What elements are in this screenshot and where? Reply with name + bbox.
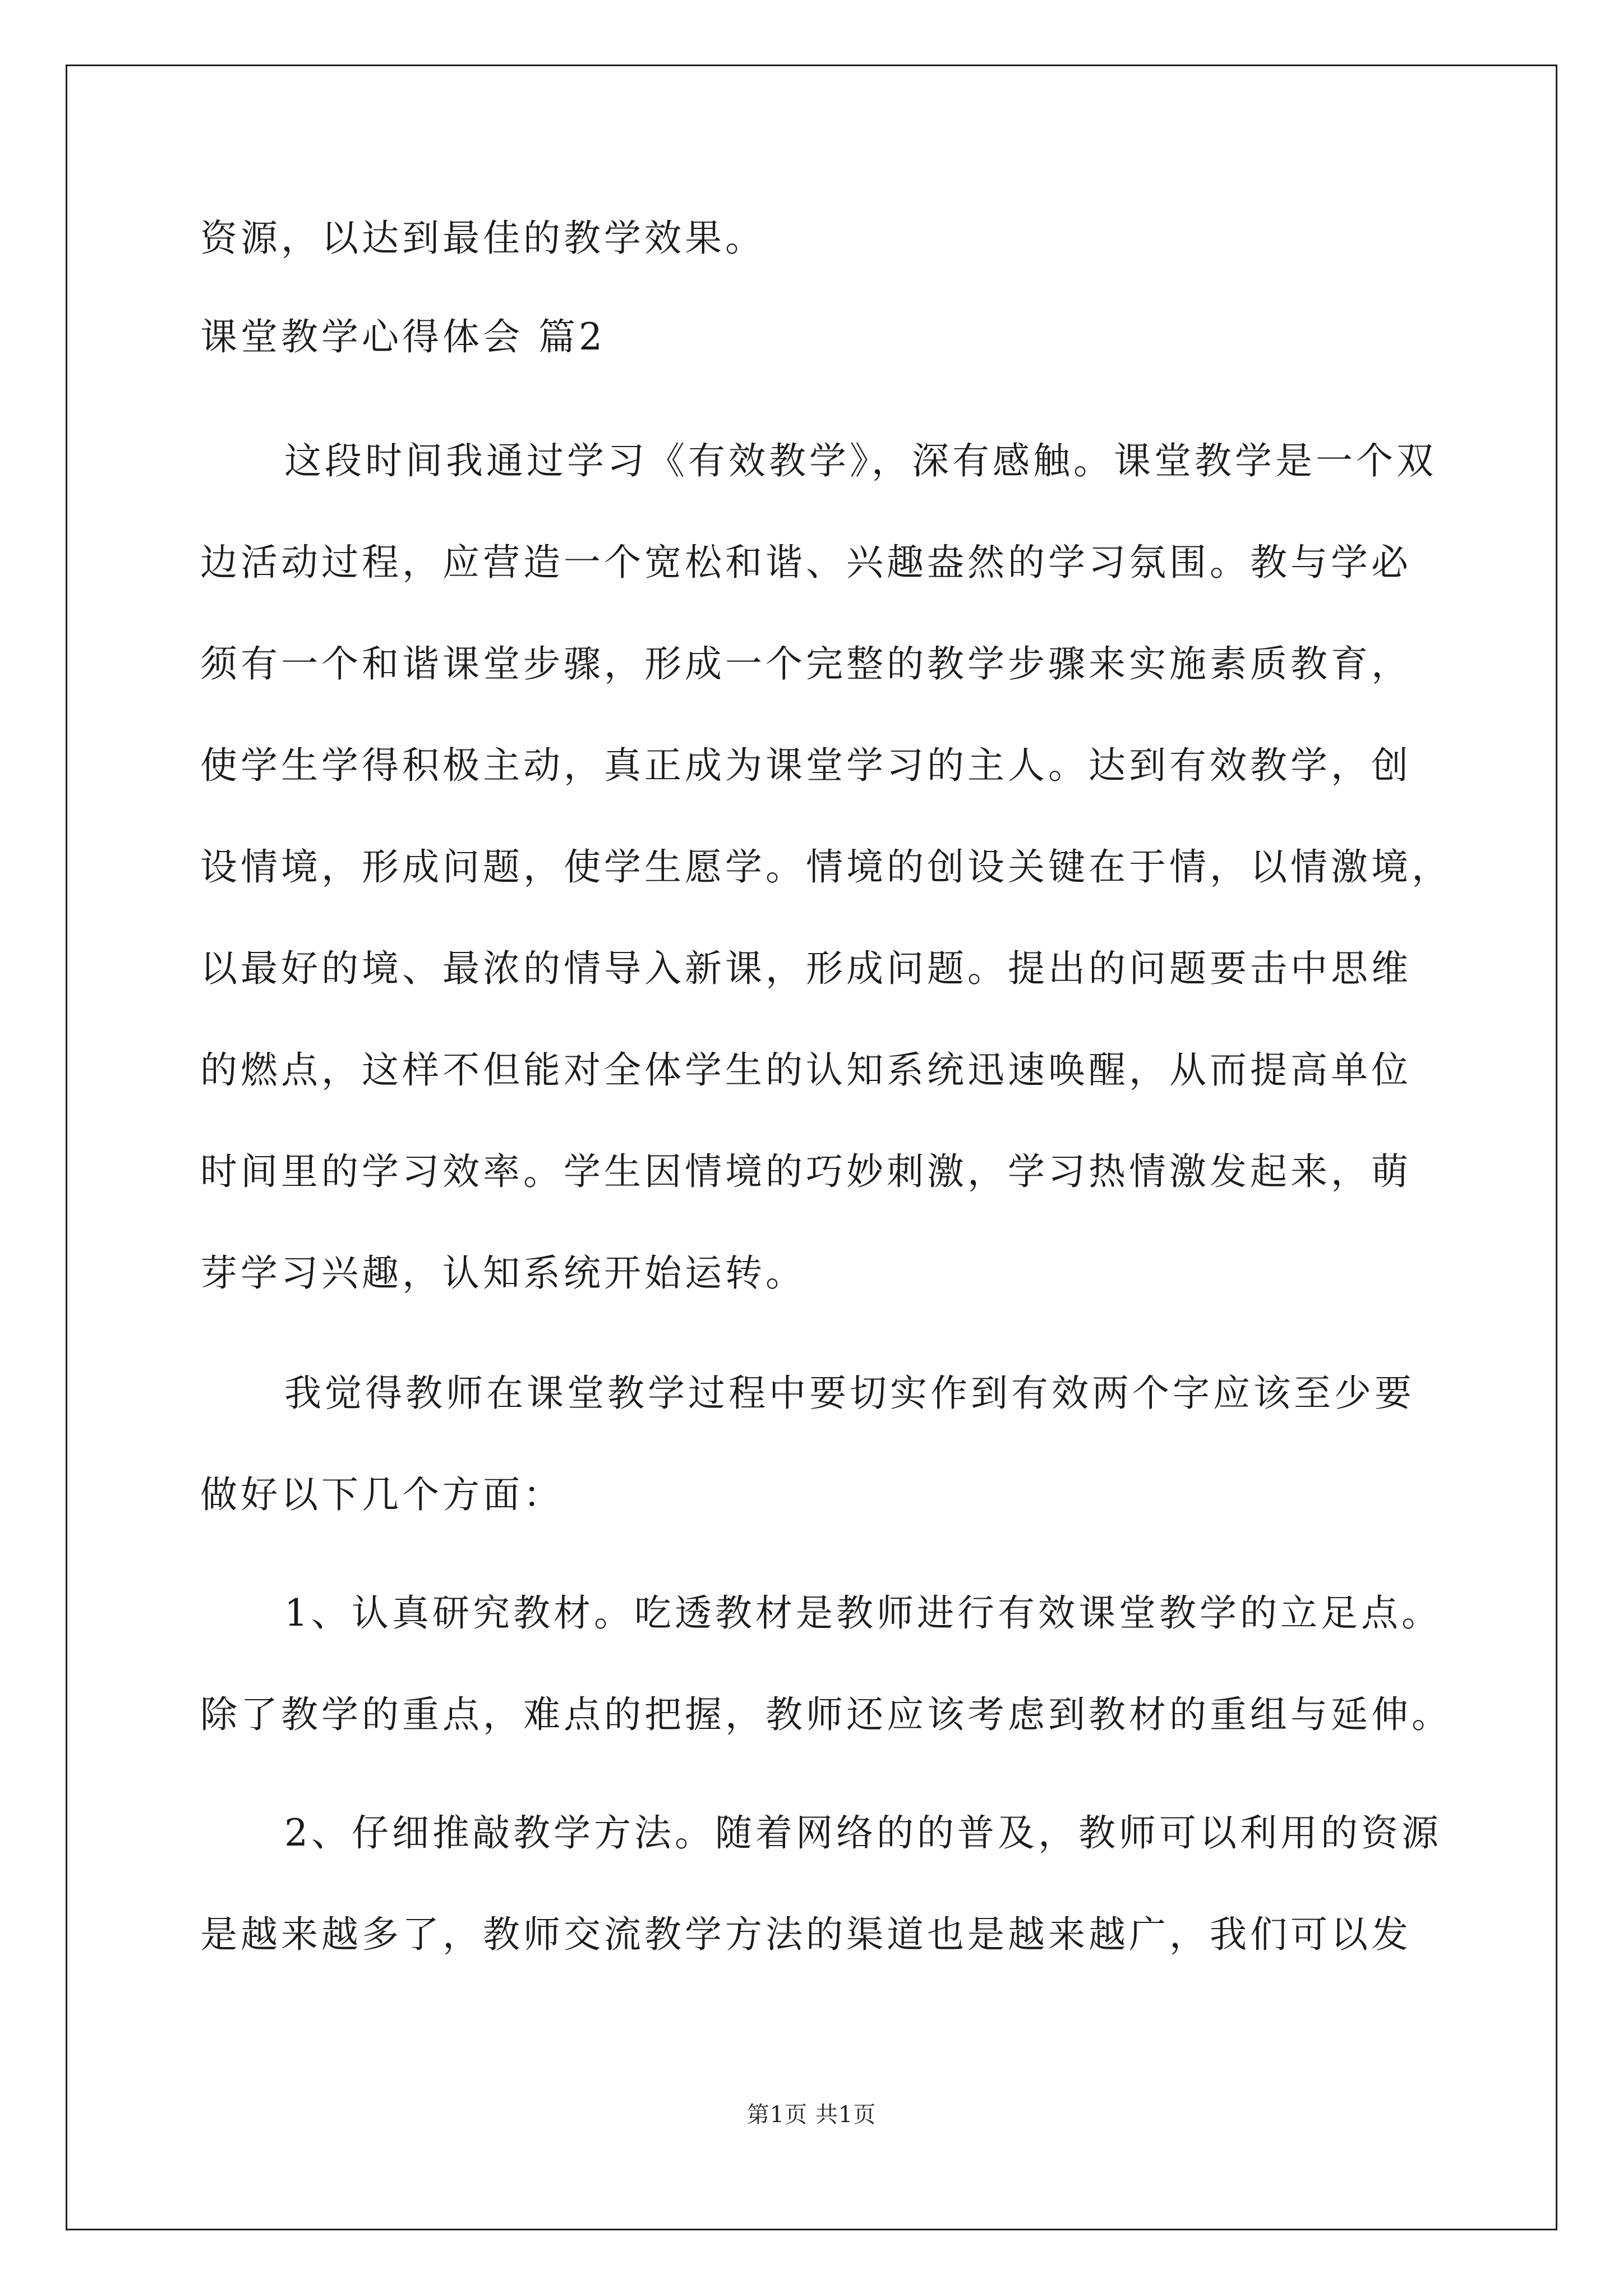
paragraph-line: 1、认真研究教材。吃透教材是教师进行有效课堂教学的立足点。 xyxy=(284,1591,1442,1635)
paragraph-line: 时间里的学习效率。学生因情境的巧妙刺激，学习热情激发起来，萌 xyxy=(200,1150,1412,1193)
paragraph-line: 的燃点，这样不但能对全体学生的认知系统迅速唤醒，从而提高单位 xyxy=(200,1048,1412,1092)
paragraph-line: 使学生学得积极主动，真正成为课堂学习的主人。达到有效教学，创 xyxy=(200,744,1412,787)
paragraph-line: 是越来越多了，教师交流教学方法的渠道也是越来越广，我们可以发 xyxy=(200,1913,1412,1956)
paragraph-line: 这段时间我通过学习《有效教学》，深有感触。课堂教学是一个双 xyxy=(284,439,1437,482)
paragraph-line: 须有一个和谐课堂步骤，形成一个完整的教学步骤来实施素质教育， xyxy=(200,642,1412,685)
paragraph-line: 我觉得教师在课堂教学过程中要切实作到有效两个字应该至少要 xyxy=(284,1372,1415,1415)
paragraph-line: 设情境，形成问题，使学生愿学。情境的创设关键在于情，以情激境， xyxy=(200,845,1452,889)
section-heading: 课堂教学心得体会 篇2 xyxy=(200,315,606,358)
paragraph-line: 以最好的境、最浓的情导入新课，形成问题。提出的问题要击中思维 xyxy=(200,947,1412,990)
paragraph-line: 芽学习兴趣，认知系统开始运转。 xyxy=(200,1251,806,1295)
paragraph-line: 资源，以达到最佳的教学效果。 xyxy=(200,217,766,260)
paragraph-line: 2、仔细推敲教学方法。随着网络的的普及，教师可以利用的资源 xyxy=(284,1811,1442,1855)
page-footer: 第1页 共1页 xyxy=(746,2102,877,2128)
paragraph-line: 边活动过程，应营造一个宽松和谐、兴趣盎然的学习氛围。教与学必 xyxy=(200,541,1412,584)
paragraph-line: 除了教学的重点，难点的把握，教师还应该考虑到教材的重组与延伸。 xyxy=(200,1693,1452,1736)
paragraph-line: 做好以下几个方面： xyxy=(200,1473,564,1516)
